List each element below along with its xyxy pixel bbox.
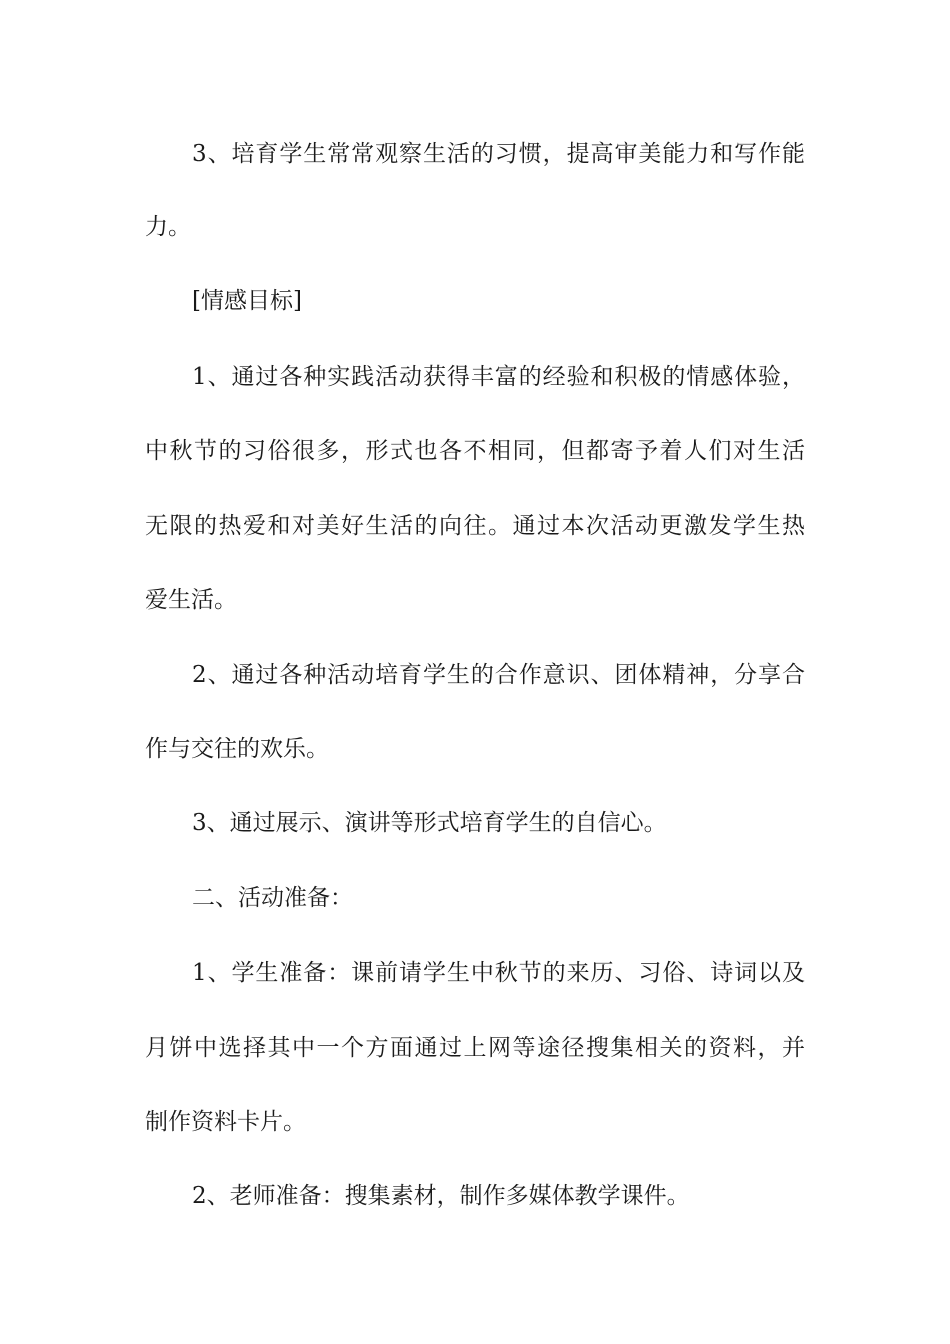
paragraph-line: 2、通过各种活动培育学生的合作意识、团体精神，分享合 <box>192 662 805 688</box>
paragraph-line: 中秋节的习俗很多，形式也各不相同，但都寄予着人们对生活 <box>145 438 805 464</box>
paragraph-line: 月饼中选择其中一个方面通过上网等途径搜集相关的资料，并 <box>145 1035 805 1061</box>
paragraph-line: 力。 <box>145 214 191 240</box>
paragraph-line: 制作资料卡片。 <box>145 1109 306 1135</box>
paragraph-line: 2、老师准备：搜集素材，制作多媒体教学课件。 <box>192 1183 690 1209</box>
section-heading-emotional-goals: [情感目标] <box>192 288 302 314</box>
section-heading-activity-preparation: 二、活动准备： <box>192 885 353 911</box>
paragraph-line: 1、学生准备：课前请学生中秋节的来历、习俗、诗词以及 <box>192 960 805 986</box>
paragraph-line: 3、培育学生常常观察生活的习惯，提高审美能力和写作能 <box>192 141 805 167</box>
paragraph-line: 3、通过展示、演讲等形式培育学生的自信心。 <box>192 810 667 836</box>
paragraph-line: 无限的热爱和对美好生活的向往。通过本次活动更激发学生热 <box>145 513 805 539</box>
paragraph-line: 作与交往的欢乐。 <box>145 736 329 762</box>
paragraph-line: 1、通过各种实践活动获得丰富的经验和积极的情感体验， <box>192 364 805 390</box>
paragraph-line: 爱生活。 <box>145 587 237 613</box>
